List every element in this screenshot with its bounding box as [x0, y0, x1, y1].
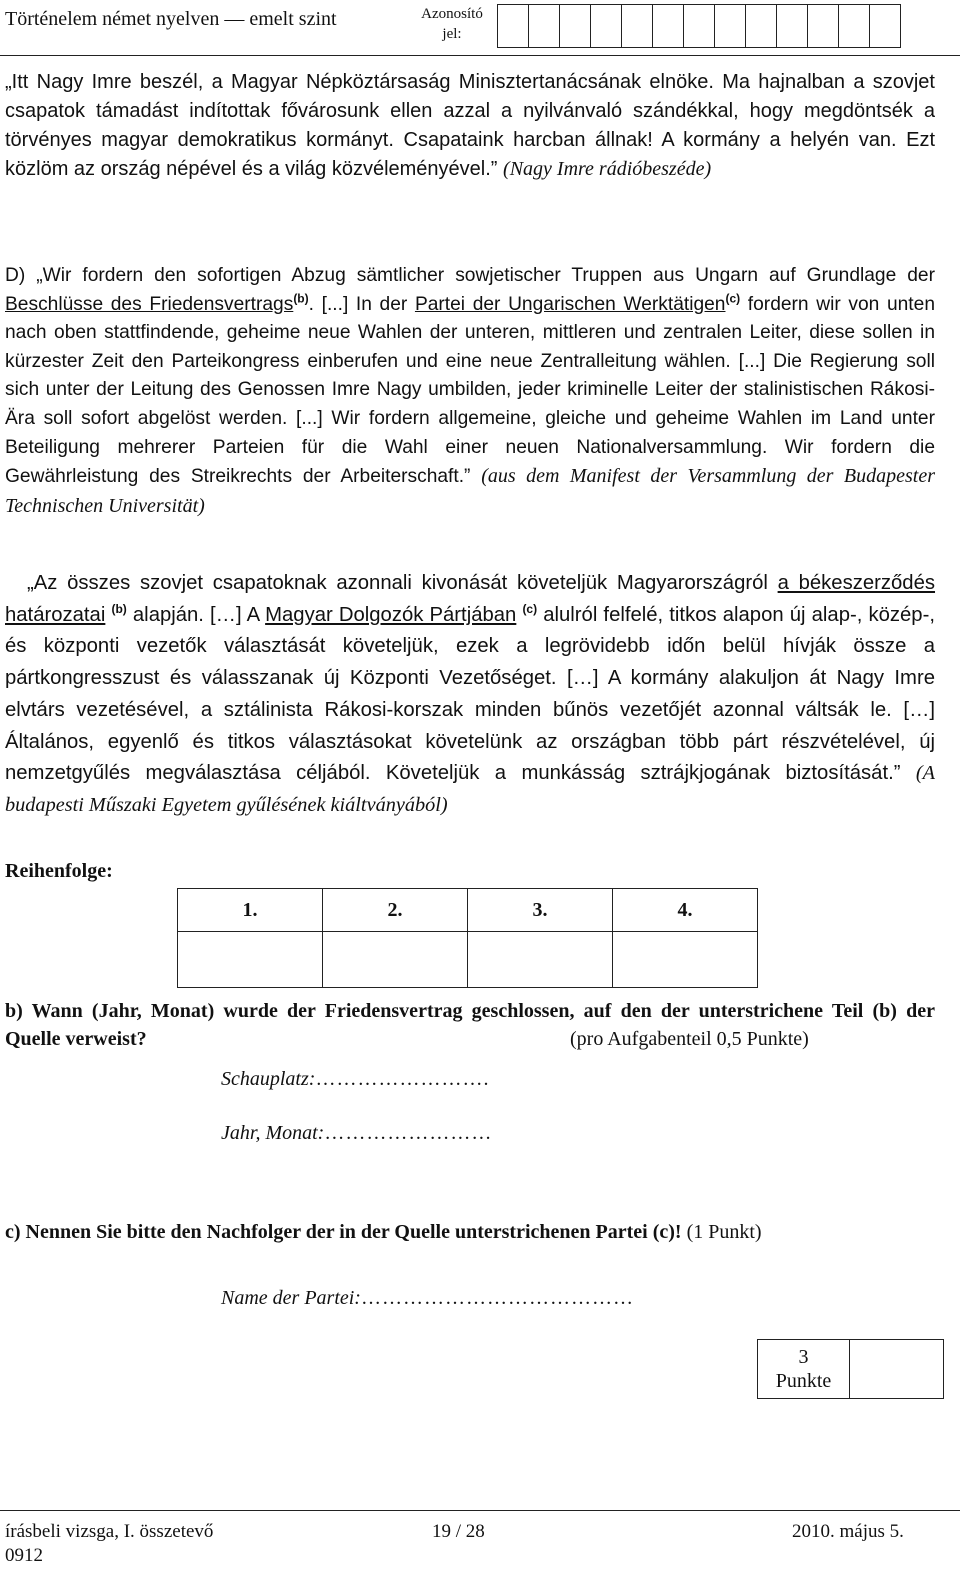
order-col-1: 1.: [178, 889, 323, 932]
order-answer-4[interactable]: [613, 932, 758, 988]
schauplatz-label: Schauplatz:: [221, 1068, 316, 1090]
order-label: Reihenfolge:: [5, 860, 113, 882]
source-d-text-3: fordern wir von unten nach oben stattfindende, geheime neue Wahlen der unteren, mittleren und zentralen Leiter, diese sollen in kürzester Zeit den Parteikongress einberufen und eine neue Zentralleitung wählen. [...] Die Regierung soll sich unter der Leitung des Genossen Imre Nagy umbilden, jeder kriminelle Leiter der stalinistischen Rákosi-Ära soll sofort abgelöst werden. [...] Wir fordern allgemeine, gleiche und geheime Wahlen im Land unter Beteiligung mehrerer Parteien für die Wahl einer neuen Nationalversammlung. Wir fordern die Gewährleistung des Streikrechts der Arbeiterschaft.”: [5, 293, 935, 488]
question-b-text: b) Wann (Jahr, Monat) wurde der Friedensvertrag geschlossen, auf den der unterstrichene Teil (b) der Quelle verweist?: [5, 1000, 935, 1050]
id-box[interactable]: [776, 4, 808, 48]
footer-divider: [0, 1510, 960, 1511]
order-answer-1[interactable]: [178, 932, 323, 988]
marker-b: (b): [293, 291, 309, 306]
id-label: [412, 4, 492, 44]
question-c: [5, 1218, 935, 1246]
source-d-text-1: D) „Wir fordern den sofortigen Abzug sämtlicher sowjetischer Truppen aus Ungarn auf Grundlage der: [5, 265, 935, 286]
id-box[interactable]: [745, 4, 777, 48]
hu-marker-b: (b): [111, 601, 127, 616]
id-box[interactable]: [559, 4, 591, 48]
order-table: [177, 888, 758, 988]
marker-c: (c): [725, 291, 741, 306]
source-d-text-2: . [...] In der: [308, 293, 415, 315]
page-header: [0, 0, 960, 56]
hu-text-1: „Az összes szovjet csapatoknak azonnali kivonását követeljük Magyarországról: [27, 572, 778, 594]
id-box[interactable]: [497, 4, 529, 48]
source-hungarian-manifest: [5, 568, 935, 822]
order-col-3: 3.: [468, 889, 613, 932]
hu-citation: (A budapesti Műszaki Egyetem gyűlésének kiáltványából): [5, 762, 935, 816]
id-box[interactable]: [714, 4, 746, 48]
jahr-monat-dots: ……………………: [324, 1122, 493, 1144]
footer-exam-label: írásbeli vizsga, I. összetevő: [5, 1521, 214, 1542]
hu-text-3: alulról felfelé, titkos alapon új alap-, közép-, és központi vezetők választását követeljük, ezek a legrövidebb időn belül hívják össze a pártkongresszust és válasszanak új Központi Vezetőséget. […] A kormány alakuljon át Nagy Imre elvtárs vezetésével, a sztálinista Rákosi-korszak minden bűnös vezetőjét azonnal váltsák le. […] Általános, egyenlő és titkos választásokat követelünk az országban több párt részvételével, új nemzetgyűlés megválasztása céljából. Követeljük a munkásság sztrájkjogának biztosítását.”: [5, 603, 935, 785]
footer-page-number: 19 / 28: [432, 1521, 485, 1542]
id-box[interactable]: [683, 4, 715, 48]
score-number: 3: [798, 1346, 809, 1368]
id-label-line2: jel:: [442, 26, 462, 42]
id-box[interactable]: [528, 4, 560, 48]
footer-code: 0912: [5, 1545, 43, 1566]
source-d-citation: (aus dem Manifest der Versammlung der Budapester Technischen Universität): [5, 465, 935, 517]
partei-label: Name der Partei:: [221, 1287, 361, 1309]
quote-source: (Nagy Imre rádióbeszéde): [503, 158, 712, 180]
id-box[interactable]: [838, 4, 870, 48]
order-answer-3[interactable]: [468, 932, 613, 988]
id-boxes: [497, 4, 900, 48]
score-unit: Punkte: [775, 1370, 832, 1392]
id-box[interactable]: [621, 4, 653, 48]
question-c-text: c) Nennen Sie bitte den Nachfolger der in der Quelle unterstrichenen Partei (c)!: [5, 1221, 682, 1243]
hu-underlined-c: Magyar Dolgozók Pártjában: [265, 603, 517, 626]
header-title: Történelem német nyelven — emelt szint: [5, 8, 337, 30]
score-entry[interactable]: [850, 1340, 944, 1399]
hu-text-2: alapján. […] A: [126, 603, 266, 626]
hu-underlined-b: a békeszerződés határozatai: [5, 572, 936, 626]
quote-text: „Itt Nagy Imre beszél, a Magyar Népköztársaság Minisztertanácsának elnöke. Ma hajnalban a szovjet csapatok támadást indítottak fővárosunk ellen azzal a nyilvánvaló szándékkal, hogy megdöntsék a törvényes magyar demokratikus kormányt. Csapataink harcban állnak! A kormány a helyén van. Ezt közlöm az ország népével és a világ közvéleményével.”: [5, 71, 935, 180]
id-box[interactable]: [869, 4, 901, 48]
footer-date: 2010. május 5.: [792, 1521, 904, 1542]
schauplatz-dots: …………………….: [315, 1068, 490, 1090]
question-c-points: (1 Punkt): [681, 1221, 762, 1243]
source-quote-nagy-imre: [5, 68, 935, 184]
id-label-line1: Azonosító: [421, 6, 483, 22]
question-b-points: (pro Aufgabenteil 0,5 Punkte): [570, 1028, 809, 1050]
order-col-2: 2.: [323, 889, 468, 932]
answer-field-jahr-monat[interactable]: [221, 1122, 492, 1145]
id-box[interactable]: [807, 4, 839, 48]
question-b: [5, 997, 935, 1053]
id-box[interactable]: [652, 4, 684, 48]
answer-field-partei[interactable]: [221, 1287, 634, 1310]
partei-dots: …………………………………: [360, 1287, 634, 1309]
source-d-manifest-german: [5, 262, 935, 521]
score-box: [757, 1339, 944, 1399]
hu-marker-c: (c): [522, 601, 538, 616]
answer-field-schauplatz[interactable]: [221, 1068, 489, 1091]
underlined-part-c: Partei der Ungarischen Werktätigen: [414, 293, 726, 315]
id-box[interactable]: [590, 4, 622, 48]
underlined-part-b: Beschlüsse des Friedensvertrags: [5, 293, 294, 315]
order-col-4: 4.: [613, 889, 758, 932]
jahr-monat-label: Jahr, Monat:: [221, 1122, 325, 1144]
score-label: [758, 1340, 850, 1399]
order-answer-2[interactable]: [323, 932, 468, 988]
